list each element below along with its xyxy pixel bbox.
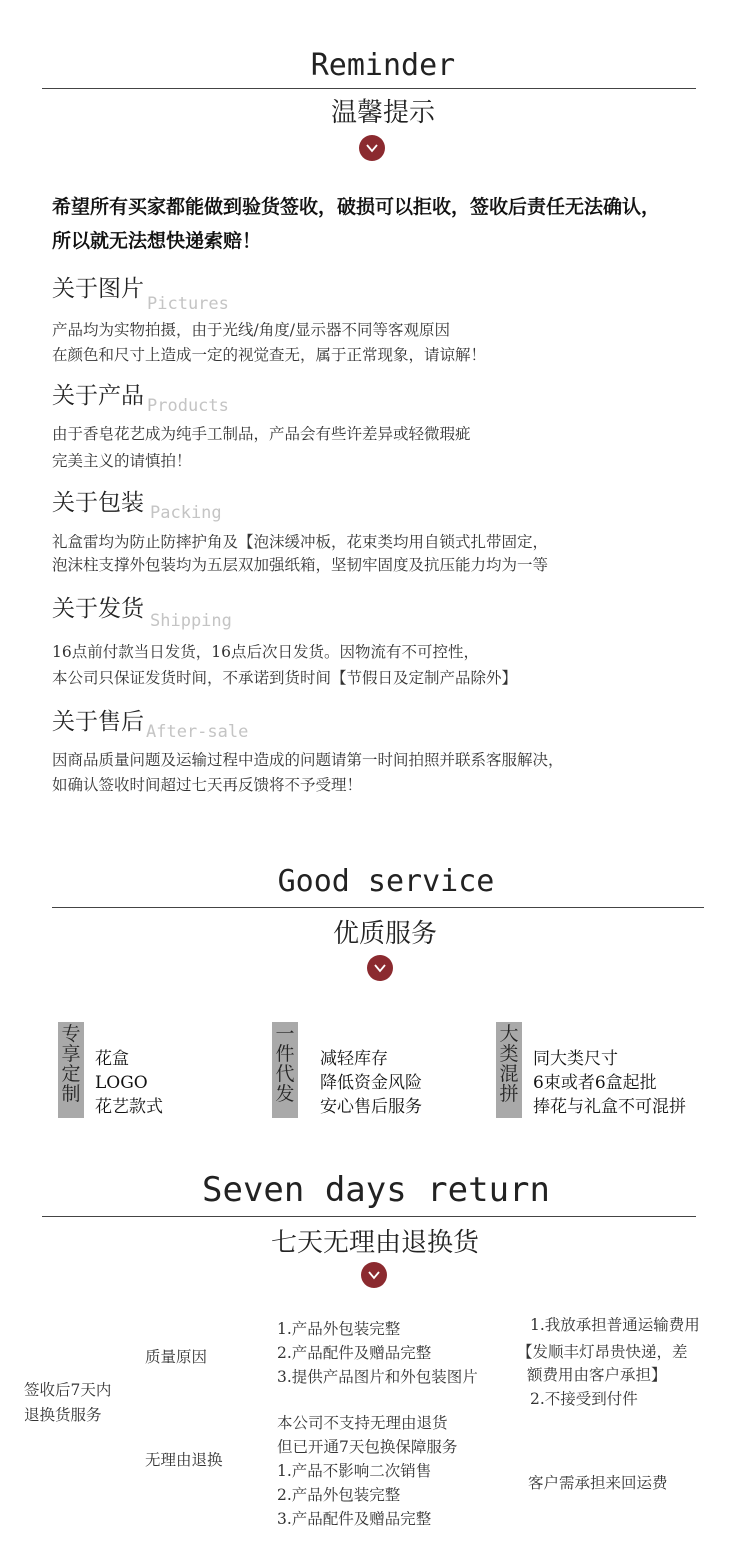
returns-quality-condition: 2.产品配件及赠品完整 [277, 1344, 432, 1362]
returns-quality-condition: 1.产品外包装完整 [277, 1320, 401, 1338]
section-line: 产品均为实物拍摄，由于光线/角度/显示器不同等客观原因 [52, 321, 450, 339]
service-item-line: 安心售后服务 [320, 1097, 422, 1117]
returns-title-zh: 七天无理由退换货 [270, 1228, 479, 1258]
section-subtitle-products: Products [147, 396, 229, 416]
returns-no-reason-condition: 但已开通7天包换保障服务 [277, 1438, 458, 1456]
service-item-line: 捧花与礼盒不可混拼 [533, 1097, 686, 1117]
returns-no-reason-policy: 客户需承担来回运费 [528, 1474, 668, 1492]
reminder-divider [42, 88, 696, 89]
returns-quality-policy: 1.我放承担普通运输费用 [530, 1316, 700, 1334]
returns-divider [42, 1216, 696, 1217]
section-subtitle-packing: Packing [150, 503, 222, 523]
section-line: 完美主义的请慎拍！ [52, 452, 192, 470]
section-subtitle-shipping: Shipping [150, 611, 232, 631]
service-tag-custom: 专享定制 [58, 1022, 84, 1118]
service-title-zh: 优质服务 [332, 919, 437, 949]
returns-scope-label: 退换货服务 [24, 1406, 102, 1424]
service-divider [52, 907, 704, 908]
reminder-title-zh: 温馨提示 [330, 98, 435, 128]
service-item-line: 减轻库存 [320, 1049, 388, 1069]
section-subtitle-pictures: Pictures [147, 294, 229, 314]
section-heading-packing: 关于包装 [52, 490, 144, 516]
returns-quality-policy: 【发顺丰灯昂贵快递，差 [517, 1343, 688, 1361]
service-tag-dropship: 一件代发 [272, 1022, 298, 1118]
service-item-line: 降低资金风险 [320, 1073, 422, 1093]
returns-no-reason-condition: 本公司不支持无理由退货 [277, 1414, 448, 1432]
section-line: 由于香皂花艺成为纯手工制品，产品会有些许差异或轻微瑕疵 [52, 425, 471, 443]
section-line: 如确认签收时间超过七天再反馈将不予受理！ [52, 776, 363, 794]
section-heading-shipping: 关于发货 [52, 596, 144, 622]
returns-quality-policy: 2.不接受到付件 [530, 1390, 638, 1408]
service-item-line: LOGO [95, 1073, 148, 1093]
service-item-line: 花艺款式 [95, 1097, 163, 1117]
reminder-intro-line-2: 所以就无法想快递索赔！ [52, 230, 262, 252]
section-line: 礼盒雷均为防止防摔护角及【泡沫缓冲板，花束类均用自锁式扎带固定， [52, 533, 549, 551]
returns-no-reason-label: 无理由退换 [145, 1451, 223, 1469]
section-line: 在颜色和尺寸上造成一定的视觉查无，属于正常现象，请谅解！ [52, 346, 487, 364]
section-line: 16点前付款当日发货，16点后次日发货。因物流有不可控性， [52, 643, 479, 661]
service-item-line: 同大类尺寸 [533, 1049, 618, 1069]
returns-no-reason-condition: 1.产品不影响二次销售 [277, 1462, 432, 1480]
service-item-line: 花盒 [95, 1049, 129, 1069]
reminder-intro-line-1: 希望所有买家都能做到验货签收，破损可以拒收，签收后责任无法确认， [52, 196, 661, 218]
chevron-down-icon [361, 1262, 387, 1288]
service-title-en: Good service [277, 864, 495, 899]
returns-no-reason-condition: 2.产品外包装完整 [277, 1486, 401, 1504]
section-heading-after-sale: 关于售后 [52, 709, 144, 735]
section-line: 本公司只保证发货时间，不承诺到货时间【节假日及定制产品除外】 [52, 669, 518, 687]
section-line: 泡沫柱支撑外包装均为五层双加强纸箱，坚韧牢固度及抗压能力均为一等 [52, 556, 549, 574]
returns-scope-label: 签收后7天内 [24, 1381, 112, 1399]
returns-quality-condition: 3.提供产品图片和外包装图片 [277, 1368, 478, 1386]
service-tag-mixed: 大类混拼 [496, 1022, 522, 1118]
chevron-down-icon [359, 135, 385, 161]
section-subtitle-after-sale: After-sale [146, 722, 249, 742]
returns-title-en: Seven days return [202, 1170, 550, 1210]
section-heading-pictures: 关于图片 [52, 276, 144, 302]
chevron-down-icon [367, 955, 393, 981]
reminder-title-en: Reminder [310, 48, 456, 83]
returns-no-reason-condition: 3.产品配件及赠品完整 [277, 1510, 432, 1528]
service-item-line: 6束或者6盒起批 [533, 1073, 657, 1093]
section-heading-products: 关于产品 [52, 383, 144, 409]
returns-quality-label: 质量原因 [145, 1348, 208, 1366]
returns-quality-policy: 额费用由客户承担】 [527, 1366, 667, 1384]
section-line: 因商品质量问题及运输过程中造成的问题请第一时间拍照并联系客服解决， [52, 751, 564, 769]
